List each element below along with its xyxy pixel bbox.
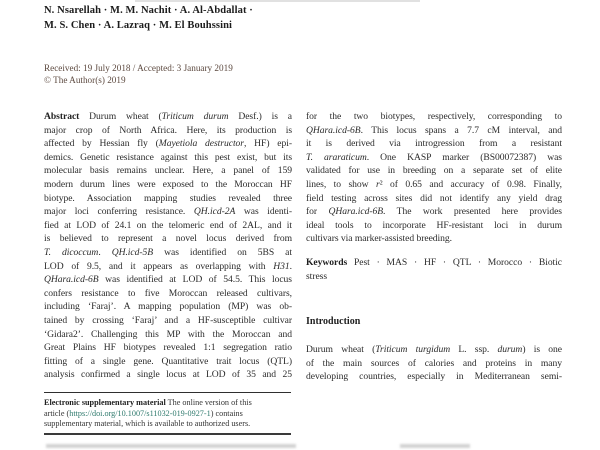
abstract-line: is believed to represent a novel locus derived from	[44, 233, 292, 245]
abstract-line: QHara.icd-6B was identified at LOD of 54.5. This locus	[44, 274, 292, 286]
abstract-line: ideal tools to incorporate HF-resistant loci in durum	[306, 219, 562, 231]
abstract-line: modern durum lines were exposed to the Moroccan HF	[44, 178, 292, 190]
abstract-line: cultivars via marker-assisted breeding.	[306, 233, 452, 245]
esm-footnote-text: ) contains	[210, 408, 243, 418]
article-history	[44, 63, 344, 86]
footnote-rule-top	[44, 392, 291, 393]
abstract-line: it is derived via introgression from a resistant	[306, 138, 562, 150]
abstract-line: fied at LOD of 24.1 on the telomeric end of 2AL, and it	[44, 219, 292, 231]
esm-footnote-line: Electronic supplementary material The online version of this	[44, 398, 252, 407]
abstract-line: T. araraticum. One KASP marker (BS00072387) was	[306, 151, 562, 163]
abstract-line: major loci conferring resistance. QH.icd-2A was identi-	[44, 206, 292, 218]
abstract-line: molecular basis remains unclear. Here, a panel of 159	[44, 165, 292, 177]
abstract-line: biotype. Association mapping studies revealed three	[44, 192, 292, 204]
keywords-line: stress	[306, 270, 328, 282]
abstract-line: validated for use in breeding on a separate set of elite	[306, 165, 562, 177]
cutoff-text-bottom-smudge	[400, 444, 470, 448]
author-list	[44, 3, 344, 33]
abstract-continued-column	[306, 110, 562, 246]
footnote-rule-bottom	[44, 433, 291, 435]
authors-line-2: M. S. Chen · A. Lazraq · M. El Bouhssini	[44, 20, 233, 31]
section-heading-introduction: Introduction	[306, 316, 361, 327]
keywords	[306, 256, 562, 283]
abstract-line: major crop of North Africa. Here, its production is	[44, 124, 292, 136]
esm-footnote-line: supplementary material, which is available to authorized users.	[44, 419, 251, 429]
abstract-line: analysis confirmed a single locus at LOD of 35 and 25	[44, 369, 292, 381]
abstract-line: T. dicoccum. QH.icd-5B was identified on 5BS at	[44, 246, 292, 258]
abstract-line: QHara.icd-6B. This locus spans a 7.7 cM interval, and	[306, 124, 562, 136]
abstract-line: fitting of a single gene. Quantitative trait locus (QTL)	[44, 355, 292, 367]
abstract-line: field testing across sites did not identify any yield drag	[306, 192, 562, 204]
doi-link[interactable]: https://doi.org/10.1007/s11032-019-0927-1	[69, 408, 211, 418]
introduction-paragraph	[306, 343, 562, 384]
abstract-line: tained by crossing ‘Faraj’ and a HF-susceptible cultivar	[44, 314, 292, 326]
abstract-line: demics. Genetic resistance against this pest exist, but its	[44, 151, 292, 163]
abstract-line: for the two biotypes, respectively, corresponding to	[306, 111, 562, 122]
abstract-line: lines, to show r² of 0.65 and accuracy of 0.98. Finally,	[306, 178, 562, 190]
abstract-line: affected by Hessian fly (Mayetiola destructor, HF) epi-	[44, 138, 293, 150]
esm-footnote-text: article (	[44, 408, 70, 418]
abstract-line: Abstract Durum wheat (Triticum durum Desf.) is a	[44, 111, 292, 122]
abstract-line: LOD of 9.5, and it appears as overlapping with H31.	[44, 260, 292, 272]
received-accepted-line: Received: 19 July 2018 / Accepted: 3 January 2019	[44, 63, 233, 73]
keywords-line: Keywords Pest · MAS · HF · QTL · Morocco · Biotic	[306, 257, 562, 268]
abstract-line: Great Plains HF biotypes revealed 1:1 segregation ratio	[44, 342, 292, 354]
introduction-line: of the main sources of calories and proteins in many	[306, 357, 562, 369]
authors-line-1: N. Nsarellah · M. M. Nachit · A. Al-Abdallat ·	[44, 5, 253, 16]
esm-footnote-line	[44, 409, 296, 420]
abstract-line: for QHara.icd-6B. The work presented here provides	[306, 206, 562, 218]
cutoff-text-bottom-smudge	[46, 444, 296, 448]
copyright-line: © The Author(s) 2019	[44, 74, 126, 85]
abstract-column	[44, 110, 292, 382]
abstract-line: including ‘Faraj’. A mapping population (MP) was ob-	[44, 301, 292, 313]
introduction-line: developing countries, especially in Mediterranean semi-	[306, 371, 562, 383]
abstract-line: ‘Gidara2’. Challenging this MP with the Moroccan and	[44, 328, 292, 340]
introduction-line: Durum wheat (Triticum turgidum L. ssp. durum) is one	[306, 344, 562, 355]
cutoff-text-top-smudge	[135, 0, 420, 2]
esm-footnote	[44, 398, 296, 430]
abstract-line: confers resistance to five Moroccan released cultivars,	[44, 287, 292, 299]
